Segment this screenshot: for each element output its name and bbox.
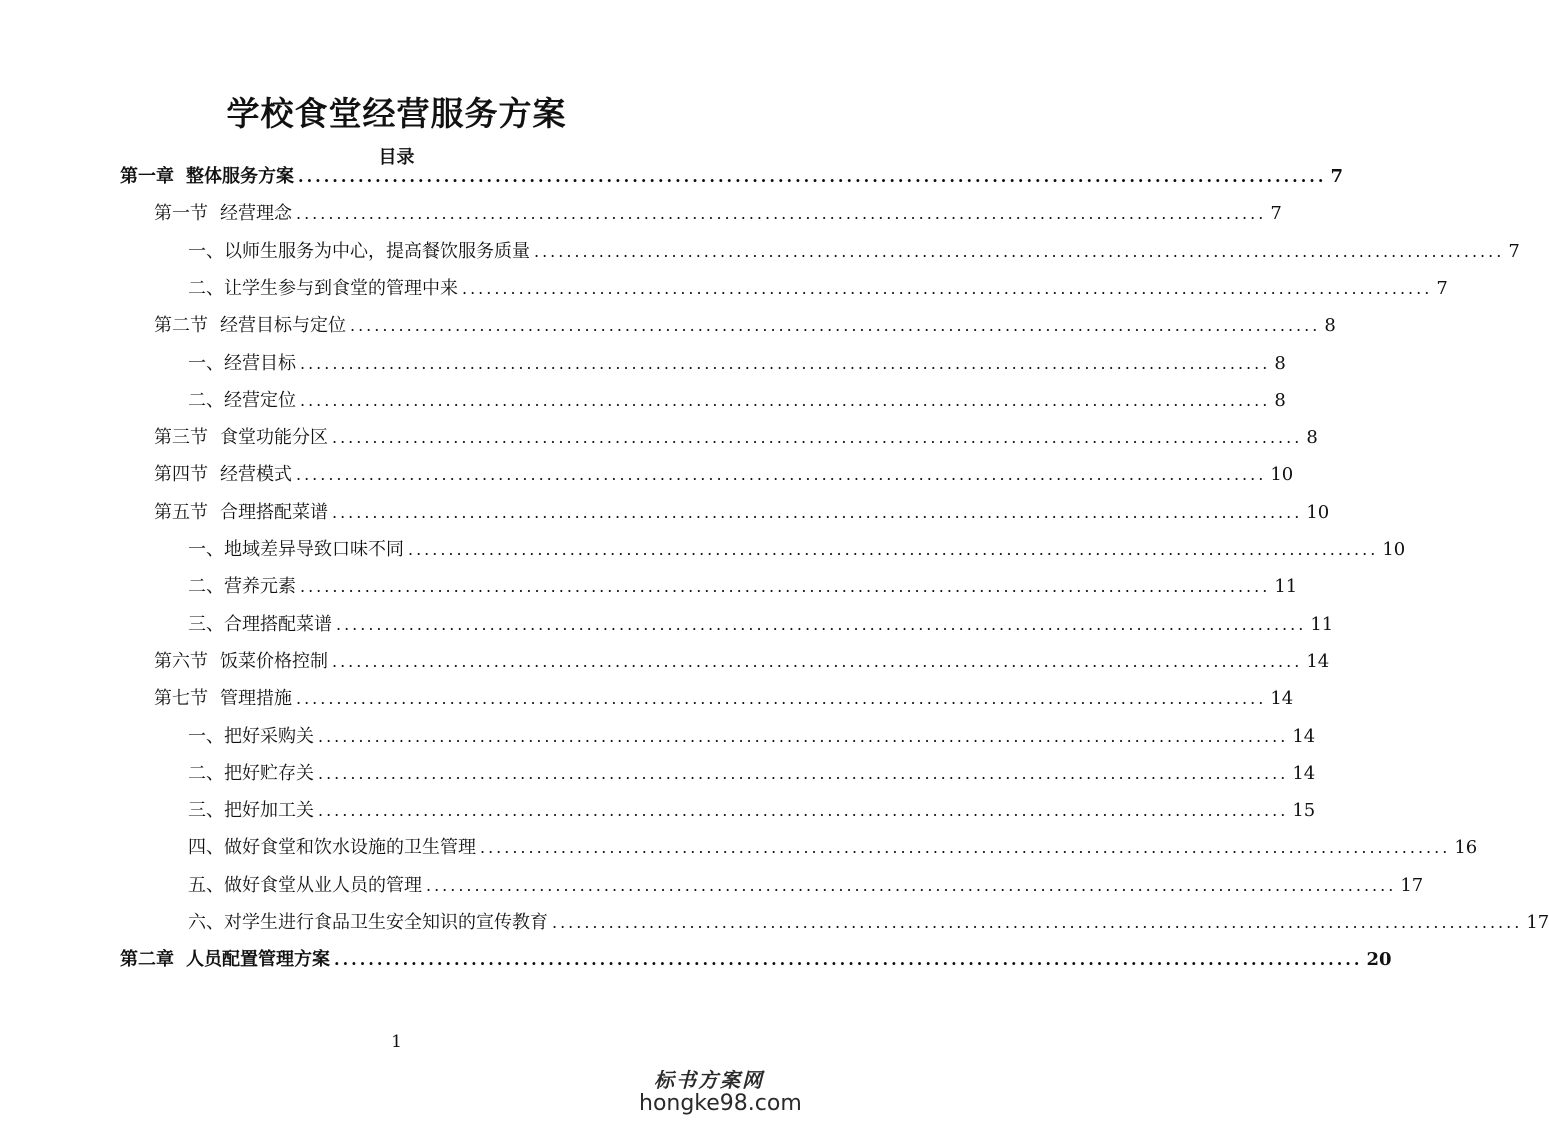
toc-entry[interactable] <box>188 610 1334 640</box>
toc-leader-dots: ........................................................................................................................ <box>296 689 1267 709</box>
toc-entry[interactable] <box>188 833 1478 863</box>
toc-entry-number: 第四节 <box>154 464 208 486</box>
toc-entry-page: 14 <box>1306 650 1330 672</box>
toc-entry[interactable] <box>120 162 1343 192</box>
toc-entry-page: 14 <box>1270 688 1294 710</box>
toc-leader-dots: ........................................................................................................................ <box>300 353 1271 373</box>
toc-entry-title: 一、把好采购关 <box>188 725 314 747</box>
toc-entry-title: 二、把好贮存关 <box>188 762 314 784</box>
toc-entry[interactable] <box>188 759 1316 789</box>
toc-entry-title: 食堂功能分区 <box>220 427 328 449</box>
toc-leader-dots: ........................................................................................................................ <box>332 502 1303 522</box>
toc-entry[interactable] <box>188 871 1424 901</box>
toc-entry-page: 14 <box>1292 725 1316 747</box>
toc-entry-title: 人员配置管理方案 <box>186 949 330 971</box>
toc-entry-title: 二、营养元素 <box>188 576 296 598</box>
toc-entry-page: 7 <box>1270 203 1282 225</box>
toc-entry[interactable] <box>154 423 1318 453</box>
toc-entry-title: 一、经营目标 <box>188 352 296 374</box>
toc-leader-dots: ........................................................................................................................ <box>534 241 1505 261</box>
toc-entry-number: 第二节 <box>154 315 208 337</box>
toc-entry[interactable] <box>188 349 1286 379</box>
toc-entry[interactable] <box>188 386 1286 416</box>
watermark <box>639 1064 802 1116</box>
toc-entry-page: 8 <box>1324 315 1336 337</box>
toc-entry-page: 16 <box>1454 837 1478 859</box>
toc-entry-number: 第一节 <box>154 203 208 225</box>
toc-entry[interactable] <box>154 199 1282 229</box>
toc-entry[interactable] <box>154 311 1336 341</box>
toc-entry[interactable] <box>188 722 1316 752</box>
toc-entry-title: 合理搭配菜谱 <box>220 501 328 523</box>
toc-entry-page: 8 <box>1306 427 1318 449</box>
toc-entry-number: 第三节 <box>154 427 208 449</box>
page-number: 1 <box>391 1032 402 1052</box>
toc-entry[interactable] <box>154 498 1330 528</box>
toc-entry-title: 四、做好食堂和饮水设施的卫生管理 <box>188 837 476 859</box>
toc-entry[interactable] <box>188 274 1448 304</box>
toc-entry-title: 管理措施 <box>220 688 292 710</box>
toc-leader-dots: ........................................................................................................................ <box>408 540 1379 559</box>
toc-entry[interactable] <box>120 945 1392 975</box>
toc-entry[interactable] <box>188 572 1298 602</box>
toc-entry-page: 10 <box>1270 464 1294 486</box>
toc-entry-title: 三、把好加工关 <box>188 800 314 822</box>
toc-entry-title: 经营目标与定位 <box>220 315 346 337</box>
toc-entry-title: 一、地域差异导致口味不同 <box>188 539 404 560</box>
toc-leader-dots: ........................................................................................................................ <box>334 950 1363 970</box>
toc-leader-dots: ........................................................................................................................ <box>480 838 1451 858</box>
toc-entry-page: 7 <box>1508 240 1520 262</box>
toc-entry[interactable] <box>188 535 1406 565</box>
toc-entry-page: 17 <box>1526 912 1549 933</box>
toc-leader-dots: ........................................................................................................................ <box>296 465 1267 485</box>
toc-entry-page: 7 <box>1330 166 1343 187</box>
toc-leader-dots: ........................................................................................................................ <box>318 763 1289 783</box>
toc-entry-page: 10 <box>1306 501 1330 523</box>
toc-leader-dots: ........................................................................................................................ <box>296 204 1267 224</box>
toc-entry-number: 第一章 <box>120 166 174 187</box>
toc-leader-dots: ........................................................................................................................ <box>300 390 1271 410</box>
document-title: 学校食堂经营服务方案 <box>226 94 567 133</box>
toc-entry-title: 经营模式 <box>220 464 292 486</box>
toc-leader-dots: ........................................................................................................................ <box>318 726 1289 746</box>
toc-entry-page: 17 <box>1400 874 1424 896</box>
toc-entry-number: 第五节 <box>154 501 208 523</box>
toc-heading: 目录 <box>378 147 415 168</box>
toc-entry-title: 二、让学生参与到食堂的管理中来 <box>188 277 458 299</box>
toc-leader-dots: ........................................................................................................................ <box>552 913 1523 932</box>
toc-leader-dots: ........................................................................................................................ <box>332 651 1303 671</box>
toc-leader-dots: ........................................................................................................................ <box>426 875 1397 895</box>
toc-entry-title: 三、合理搭配菜谱 <box>188 613 332 635</box>
toc-entry-page: 11 <box>1310 613 1334 635</box>
toc-entry-page: 10 <box>1382 539 1406 560</box>
toc-entry-title: 整体服务方案 <box>186 166 294 187</box>
toc-leader-dots: ........................................................................................................................ <box>350 316 1321 336</box>
toc-entry[interactable] <box>188 908 1549 938</box>
toc-entry-page: 14 <box>1292 762 1316 784</box>
toc-leader-dots: ........................................................................................................................ <box>298 167 1327 186</box>
watermark-url: hongke98.com <box>639 1091 802 1116</box>
toc-entry-page: 11 <box>1274 576 1298 598</box>
toc-entry-title: 一、以师生服务为中心，提高餐饮服务质量 <box>188 240 530 262</box>
toc-entry-title: 饭菜价格控制 <box>220 650 328 672</box>
toc-entry-page: 15 <box>1292 800 1316 822</box>
toc-entry-title: 经营理念 <box>220 203 292 225</box>
toc-leader-dots: ........................................................................................................................ <box>462 278 1433 298</box>
toc-entry-page: 8 <box>1274 352 1286 374</box>
toc-entry-page: 8 <box>1274 389 1286 411</box>
toc-leader-dots: ........................................................................................................................ <box>318 801 1289 821</box>
toc-entry[interactable] <box>154 684 1294 714</box>
toc-entry-page: 20 <box>1366 949 1392 971</box>
toc-entry[interactable] <box>188 796 1316 826</box>
toc-leader-dots: ........................................................................................................................ <box>336 614 1307 634</box>
toc-entry-number: 第七节 <box>154 688 208 710</box>
watermark-brand: 标书方案网 <box>654 1068 764 1092</box>
toc-leader-dots: ........................................................................................................................ <box>300 577 1271 597</box>
toc-entry-number: 第二章 <box>120 949 174 971</box>
toc-entry[interactable] <box>154 460 1294 490</box>
toc-entry-title: 五、做好食堂从业人员的管理 <box>188 874 422 896</box>
toc-entry-title: 六、对学生进行食品卫生安全知识的宣传教育 <box>188 912 548 933</box>
toc-entry-title: 二、经营定位 <box>188 389 296 411</box>
toc-entry-number: 第六节 <box>154 650 208 672</box>
toc-entry[interactable] <box>188 237 1520 267</box>
toc-entry[interactable] <box>154 647 1330 677</box>
toc-entry-page: 7 <box>1436 277 1448 299</box>
toc-leader-dots: ........................................................................................................................ <box>332 428 1303 448</box>
